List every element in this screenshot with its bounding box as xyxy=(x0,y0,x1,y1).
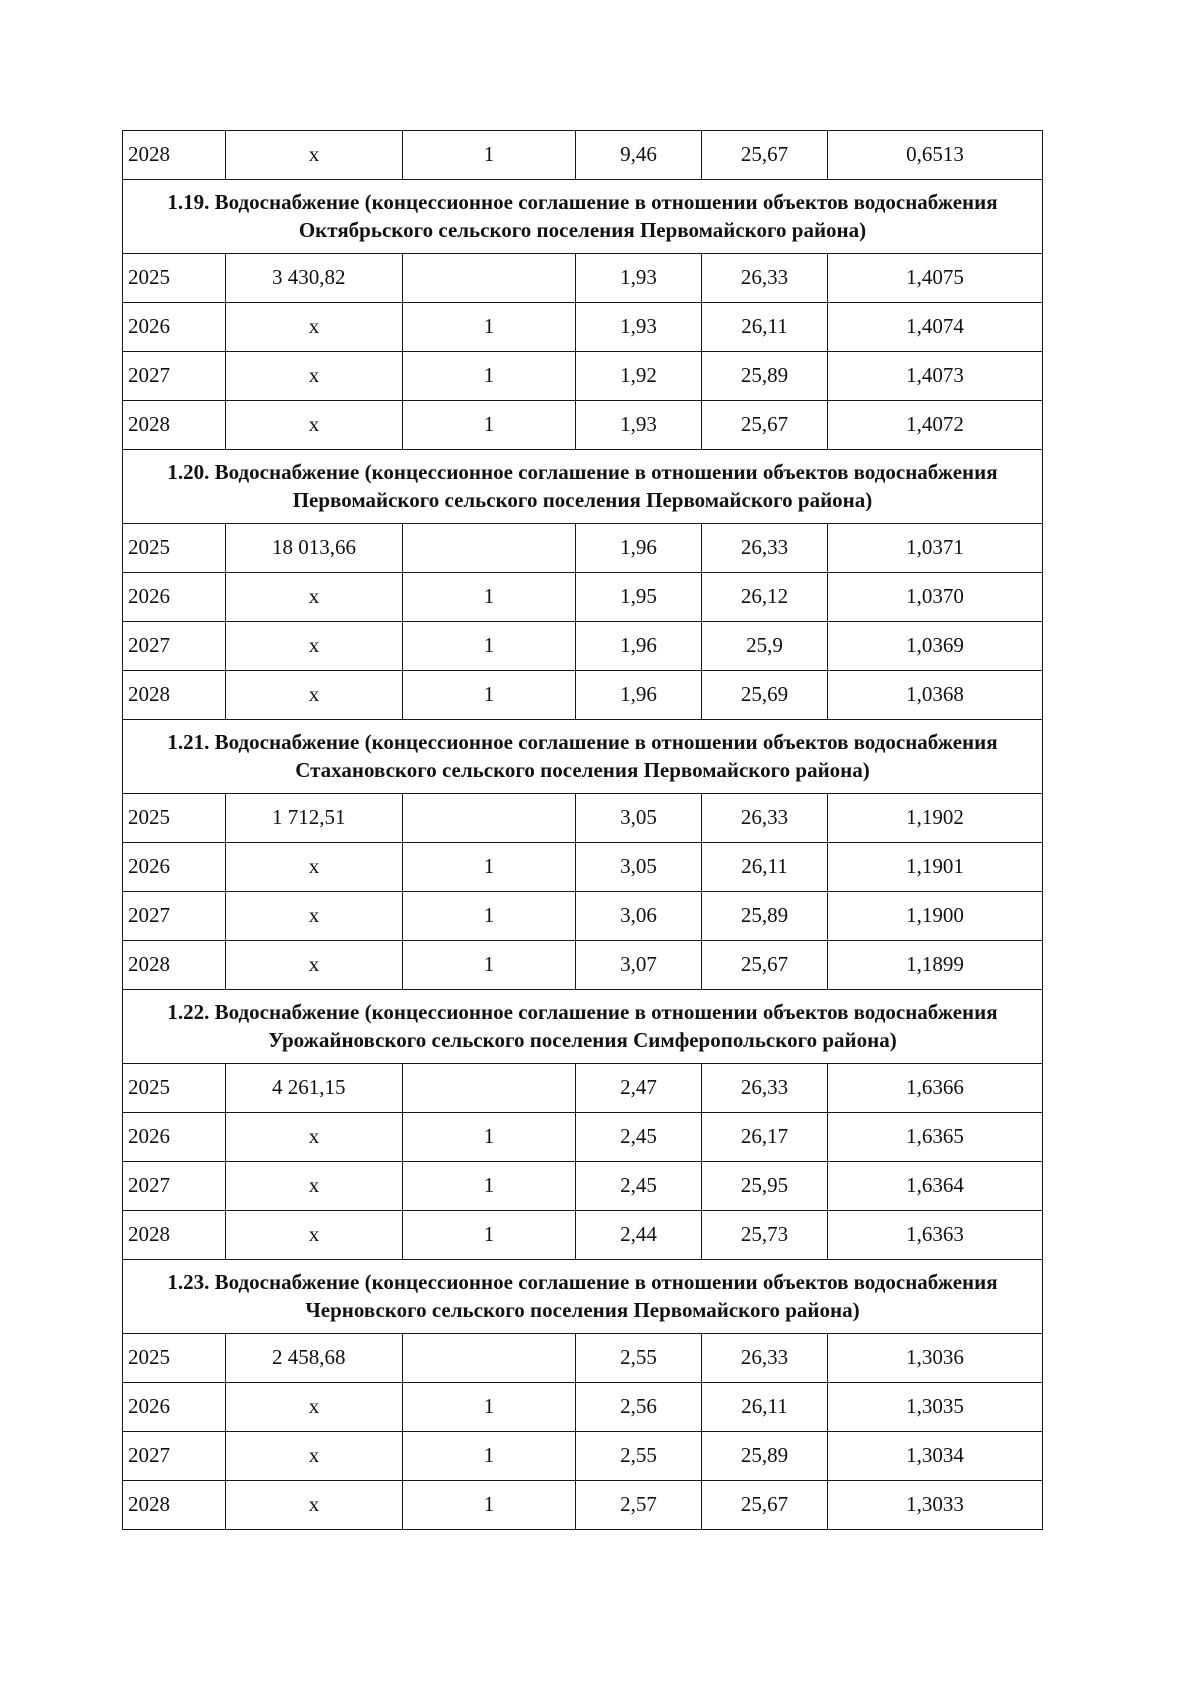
index-cell: 1 xyxy=(403,622,576,671)
section-header-row xyxy=(123,990,1043,1064)
year-cell: 2028 xyxy=(123,1211,226,1260)
value-cell-2: 25,67 xyxy=(702,941,828,990)
value-cell-3: 1,6365 xyxy=(828,1113,1043,1162)
value-cell-2: 25,67 xyxy=(702,1481,828,1530)
value-cell-1: 1,92 xyxy=(576,352,702,401)
value-cell-2: 26,11 xyxy=(702,1383,828,1432)
year-cell: 2026 xyxy=(123,573,226,622)
value-cell-2: 26,17 xyxy=(702,1113,828,1162)
table-row xyxy=(123,671,1043,720)
table-row xyxy=(123,352,1043,401)
index-cell xyxy=(403,254,576,303)
index-cell: 1 xyxy=(403,1162,576,1211)
value-cell-1: 1,93 xyxy=(576,303,702,352)
value-cell-1: 1,96 xyxy=(576,671,702,720)
year-cell: 2026 xyxy=(123,843,226,892)
value-cell-2: 25,69 xyxy=(702,671,828,720)
year-cell: 2028 xyxy=(123,131,226,180)
value-cell-1: 1,95 xyxy=(576,573,702,622)
value-cell-1: 1,93 xyxy=(576,254,702,303)
value-cell-1: 2,57 xyxy=(576,1481,702,1530)
value-cell-3: 1,4073 xyxy=(828,352,1043,401)
value-cell-2: 26,12 xyxy=(702,573,828,622)
value-cell-3: 1,6364 xyxy=(828,1162,1043,1211)
table-row xyxy=(123,131,1043,180)
index-cell: 1 xyxy=(403,1432,576,1481)
base-value-cell: x xyxy=(226,303,403,352)
base-value-cell: x xyxy=(226,1383,403,1432)
table-row xyxy=(123,1113,1043,1162)
value-cell-1: 3,06 xyxy=(576,892,702,941)
value-cell-1: 2,45 xyxy=(576,1113,702,1162)
value-cell-2: 26,11 xyxy=(702,843,828,892)
year-cell: 2028 xyxy=(123,941,226,990)
year-cell: 2026 xyxy=(123,303,226,352)
year-cell: 2025 xyxy=(123,1334,226,1383)
table-row xyxy=(123,1383,1043,1432)
index-cell xyxy=(403,1334,576,1383)
base-value-cell: x xyxy=(226,401,403,450)
value-cell-3: 1,6363 xyxy=(828,1211,1043,1260)
value-cell-1: 2,45 xyxy=(576,1162,702,1211)
year-cell: 2028 xyxy=(123,1481,226,1530)
table-row xyxy=(123,1064,1043,1113)
table-row xyxy=(123,1481,1043,1530)
value-cell-1: 3,05 xyxy=(576,843,702,892)
value-cell-2: 25,95 xyxy=(702,1162,828,1211)
value-cell-2: 26,33 xyxy=(702,1334,828,1383)
table-row xyxy=(123,1334,1043,1383)
section-title: 1.19. Водоснабжение (концессионное соглашение в отношении объектов водоснабжения Октябрьского сельского поселения Первомайского района) xyxy=(123,180,1043,254)
base-value-cell: x xyxy=(226,1432,403,1481)
value-cell-3: 1,1899 xyxy=(828,941,1043,990)
table-row xyxy=(123,401,1043,450)
year-cell: 2025 xyxy=(123,254,226,303)
value-cell-3: 1,0368 xyxy=(828,671,1043,720)
table-row xyxy=(123,254,1043,303)
index-cell: 1 xyxy=(403,843,576,892)
index-cell: 1 xyxy=(403,303,576,352)
year-cell: 2027 xyxy=(123,892,226,941)
year-cell: 2027 xyxy=(123,1432,226,1481)
value-cell-3: 0,6513 xyxy=(828,131,1043,180)
section-header-row xyxy=(123,180,1043,254)
base-value-cell: x xyxy=(226,1113,403,1162)
value-cell-2: 25,67 xyxy=(702,131,828,180)
table-row xyxy=(123,892,1043,941)
value-cell-2: 26,33 xyxy=(702,254,828,303)
index-cell: 1 xyxy=(403,573,576,622)
table-row xyxy=(123,303,1043,352)
base-value-cell: 3 430,82 xyxy=(226,254,403,303)
value-cell-3: 1,3035 xyxy=(828,1383,1043,1432)
value-cell-1: 2,55 xyxy=(576,1334,702,1383)
table-row xyxy=(123,941,1043,990)
value-cell-3: 1,1902 xyxy=(828,794,1043,843)
table-row xyxy=(123,794,1043,843)
base-value-cell: x xyxy=(226,941,403,990)
base-value-cell: x xyxy=(226,622,403,671)
section-title: 1.23. Водоснабжение (концессионное соглашение в отношении объектов водоснабжения Черновского сельского поселения Первомайского района) xyxy=(123,1260,1043,1334)
index-cell: 1 xyxy=(403,1113,576,1162)
value-cell-1: 2,55 xyxy=(576,1432,702,1481)
value-cell-1: 2,47 xyxy=(576,1064,702,1113)
year-cell: 2025 xyxy=(123,1064,226,1113)
index-cell: 1 xyxy=(403,1481,576,1530)
section-header-row xyxy=(123,720,1043,794)
value-cell-1: 9,46 xyxy=(576,131,702,180)
value-cell-2: 25,89 xyxy=(702,892,828,941)
value-cell-3: 1,0371 xyxy=(828,524,1043,573)
base-value-cell: x xyxy=(226,131,403,180)
table-row xyxy=(123,1211,1043,1260)
table-body xyxy=(123,131,1043,1530)
table-row xyxy=(123,843,1043,892)
base-value-cell: 4 261,15 xyxy=(226,1064,403,1113)
value-cell-2: 25,67 xyxy=(702,401,828,450)
value-cell-1: 3,05 xyxy=(576,794,702,843)
section-header-row xyxy=(123,1260,1043,1334)
value-cell-3: 1,6366 xyxy=(828,1064,1043,1113)
value-cell-3: 1,0369 xyxy=(828,622,1043,671)
value-cell-2: 26,33 xyxy=(702,794,828,843)
index-cell: 1 xyxy=(403,1383,576,1432)
year-cell: 2026 xyxy=(123,1383,226,1432)
value-cell-3: 1,1901 xyxy=(828,843,1043,892)
index-cell: 1 xyxy=(403,401,576,450)
value-cell-1: 2,56 xyxy=(576,1383,702,1432)
index-cell xyxy=(403,794,576,843)
section-title: 1.20. Водоснабжение (концессионное соглашение в отношении объектов водоснабжения Первомайского сельского поселения Первомайского района) xyxy=(123,450,1043,524)
base-value-cell: 1 712,51 xyxy=(226,794,403,843)
base-value-cell: 18 013,66 xyxy=(226,524,403,573)
value-cell-2: 26,33 xyxy=(702,1064,828,1113)
value-cell-2: 26,33 xyxy=(702,524,828,573)
base-value-cell: x xyxy=(226,671,403,720)
base-value-cell: x xyxy=(226,573,403,622)
year-cell: 2027 xyxy=(123,622,226,671)
value-cell-1: 3,07 xyxy=(576,941,702,990)
year-cell: 2028 xyxy=(123,671,226,720)
base-value-cell: 2 458,68 xyxy=(226,1334,403,1383)
table-row xyxy=(123,1162,1043,1211)
base-value-cell: x xyxy=(226,892,403,941)
tariff-table xyxy=(122,130,1043,1530)
value-cell-3: 1,4074 xyxy=(828,303,1043,352)
value-cell-1: 2,44 xyxy=(576,1211,702,1260)
section-header-row xyxy=(123,450,1043,524)
value-cell-2: 25,73 xyxy=(702,1211,828,1260)
value-cell-1: 1,96 xyxy=(576,622,702,671)
section-title: 1.22. Водоснабжение (концессионное соглашение в отношении объектов водоснабжения Урожайновского сельского поселения Симферопольского района) xyxy=(123,990,1043,1064)
value-cell-3: 1,3034 xyxy=(828,1432,1043,1481)
table-row xyxy=(123,1432,1043,1481)
table-row xyxy=(123,622,1043,671)
value-cell-2: 25,9 xyxy=(702,622,828,671)
value-cell-3: 1,4072 xyxy=(828,401,1043,450)
index-cell: 1 xyxy=(403,352,576,401)
section-title: 1.21. Водоснабжение (концессионное соглашение в отношении объектов водоснабжения Стахановского сельского поселения Первомайского района) xyxy=(123,720,1043,794)
value-cell-2: 26,11 xyxy=(702,303,828,352)
value-cell-3: 1,3036 xyxy=(828,1334,1043,1383)
value-cell-3: 1,0370 xyxy=(828,573,1043,622)
index-cell: 1 xyxy=(403,671,576,720)
base-value-cell: x xyxy=(226,843,403,892)
year-cell: 2026 xyxy=(123,1113,226,1162)
value-cell-1: 1,96 xyxy=(576,524,702,573)
year-cell: 2028 xyxy=(123,401,226,450)
base-value-cell: x xyxy=(226,1162,403,1211)
value-cell-3: 1,1900 xyxy=(828,892,1043,941)
base-value-cell: x xyxy=(226,352,403,401)
table-row xyxy=(123,573,1043,622)
table-row xyxy=(123,524,1043,573)
index-cell: 1 xyxy=(403,892,576,941)
index-cell: 1 xyxy=(403,941,576,990)
index-cell: 1 xyxy=(403,131,576,180)
value-cell-2: 25,89 xyxy=(702,352,828,401)
index-cell xyxy=(403,1064,576,1113)
value-cell-1: 1,93 xyxy=(576,401,702,450)
base-value-cell: x xyxy=(226,1211,403,1260)
year-cell: 2025 xyxy=(123,524,226,573)
value-cell-3: 1,3033 xyxy=(828,1481,1043,1530)
year-cell: 2027 xyxy=(123,352,226,401)
value-cell-2: 25,89 xyxy=(702,1432,828,1481)
value-cell-3: 1,4075 xyxy=(828,254,1043,303)
index-cell: 1 xyxy=(403,1211,576,1260)
base-value-cell: x xyxy=(226,1481,403,1530)
index-cell xyxy=(403,524,576,573)
year-cell: 2025 xyxy=(123,794,226,843)
year-cell: 2027 xyxy=(123,1162,226,1211)
